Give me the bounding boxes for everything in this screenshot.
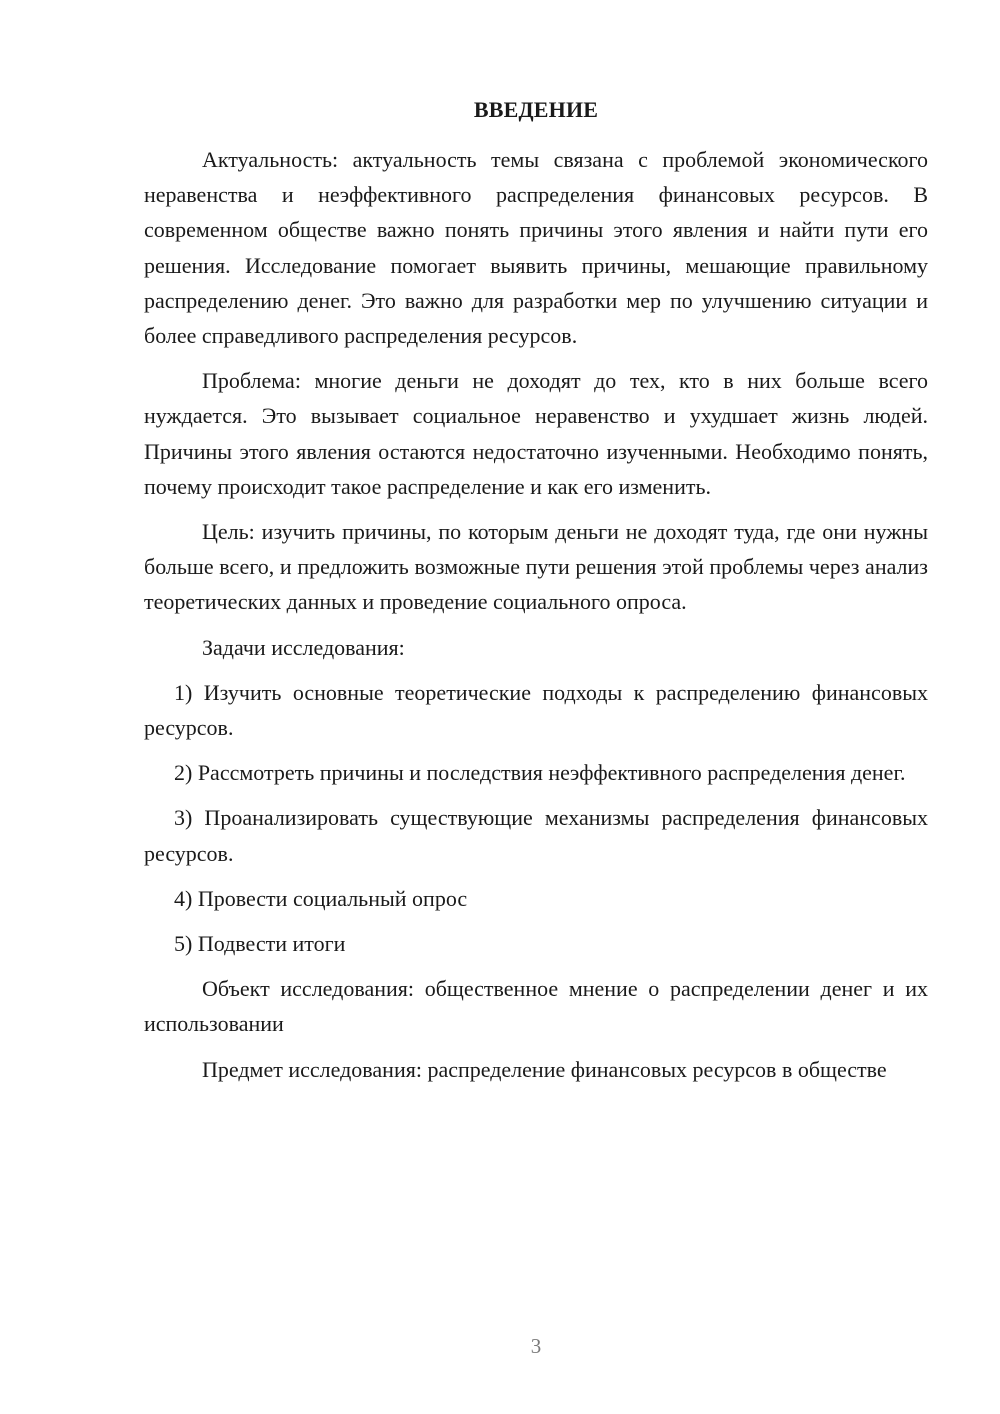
paragraph-tasks-intro: Задачи исследования: (202, 634, 405, 660)
task-item: 2) Рассмотреть причины и последствия неэффективного распределения денег. (174, 760, 906, 786)
paragraph-relevance: Актуальность: актуальность темы связана с проблемой экономического неравенства и неэффективного распределения финансовых ресурсов. В современном обществе важно понять причины этого явления и найти пути его решения. Исследование помогает выявить причины, мешающие правильному распределению денег. Это важно для разработки мер по улучшению ситуации и более справедливого распределения ресурсов. (144, 147, 928, 349)
paragraph-goal: Цель: изучить причины, по которым деньги не доходят туда, где они нужны больше всего, и предложить возможные пути решения этой проблемы через анализ теоретических данных и проведение социального опроса. (144, 519, 928, 615)
task-item: 5) Подвести итоги (174, 931, 346, 957)
paragraph-object: Объект исследования: общественное мнение о распределении денег и их использовании (144, 976, 928, 1037)
page-number: 3 (530, 1334, 542, 1358)
paragraph-problem: Проблема: многие деньги не доходят до тех, кто в них больше всего нуждается. Это вызывает социальное неравенство и ухудшает жизнь людей. Причины этого явления остаются недостаточно изученными. Необходимо понять, почему происходит такое распределение и как его изменить. (144, 368, 928, 499)
task-item: 4) Провести социальный опрос (174, 885, 468, 911)
task-item: 3) Проанализировать существующие механизмы распределения финансовых ресурсов. (144, 805, 928, 866)
task-item: 1) Изучить основные теоретические подходы к распределению финансовых ресурсов. (144, 679, 928, 741)
body-text (144, 142, 928, 1097)
section-heading: ВВЕДЕНИЕ (473, 97, 599, 122)
paragraph-subject: Предмет исследования: распределение финансовых ресурсов в обществе (202, 1056, 887, 1082)
